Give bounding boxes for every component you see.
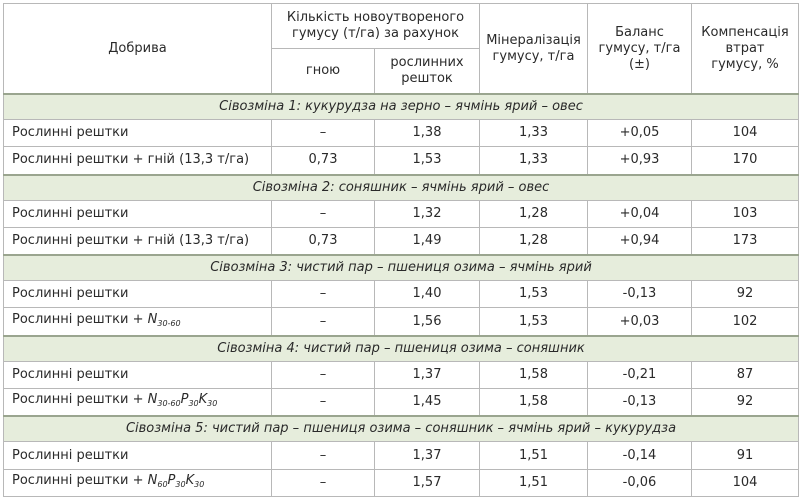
table-row (4, 308, 799, 336)
mineralization-cell: 1,51 (480, 469, 588, 496)
compensation-cell: 103 (692, 200, 799, 227)
manure-humus-cell: 0,73 (272, 147, 375, 175)
table-body (4, 94, 799, 497)
residues-humus-cell: 1,38 (375, 120, 480, 147)
potassium-symbol: K (198, 392, 208, 408)
manure-humus-cell: 0,73 (272, 227, 375, 255)
compensation-cell: 104 (692, 469, 799, 496)
rotation-header-row (4, 94, 799, 120)
balance-cell: +0,04 (588, 200, 692, 227)
manure-humus-cell: – (272, 281, 375, 308)
fertilizer-name-cell (4, 147, 272, 175)
compensation-cell: 87 (692, 361, 799, 388)
rotation-title: Сівозміна 1: кукурудза на зерно – ячмінь ярий – овес (4, 94, 799, 120)
balance-cell: -0,13 (588, 281, 692, 308)
fertilizer-name: Рослинні рештки + гній (13,3 т/га) (12, 152, 250, 168)
rotation-header-row (4, 416, 799, 442)
rotation-header-row (4, 175, 799, 201)
balance-cell: -0,06 (588, 469, 692, 496)
fertilizer-name: Рослинні рештки (12, 447, 129, 463)
rotation-title: Сівозміна 2: соняшник – ячмінь ярий – овес (4, 175, 799, 201)
table-row (4, 389, 799, 417)
table-row (4, 120, 799, 147)
balance-cell: -0,13 (588, 389, 692, 417)
table-row (4, 281, 799, 308)
fertilizer-name-cell (4, 361, 272, 388)
fertilizer-name-cell (4, 308, 272, 336)
header-residues: рослинних решток (375, 49, 480, 95)
balance-cell: +0,05 (588, 120, 692, 147)
fertilizer-name: Рослинні рештки (12, 205, 129, 221)
potassium-rate: 30 (207, 399, 218, 409)
header-fertilizer: Добрива (4, 4, 272, 95)
residues-humus-cell: 1,37 (375, 442, 480, 469)
manure-humus-cell: – (272, 389, 375, 417)
nitrogen-symbol: N (147, 472, 158, 488)
residues-humus-cell: 1,56 (375, 308, 480, 336)
manure-humus-cell: – (272, 442, 375, 469)
phosphorus-rate: 30 (188, 399, 199, 409)
header-mineralization: Мінералізація гумусу, т/га (480, 4, 588, 95)
nitrogen-symbol: N (147, 392, 158, 408)
fertilizer-name: Рослинні рештки + (12, 392, 148, 408)
fertilizer-name: Рослинні рештки (12, 125, 129, 141)
fertilizer-name: Рослинні рештки (12, 286, 129, 302)
table-row (4, 200, 799, 227)
residues-humus-cell: 1,57 (375, 469, 480, 496)
mineralization-cell: 1,58 (480, 361, 588, 388)
mineralization-cell: 1,53 (480, 281, 588, 308)
header-manure: гною (272, 49, 375, 95)
table-header (4, 4, 799, 95)
fertilizer-name-cell (4, 227, 272, 255)
balance-cell: +0,93 (588, 147, 692, 175)
mineralization-cell: 1,33 (480, 120, 588, 147)
potassium-rate: 30 (194, 479, 205, 489)
nitrogen-rate: 30-60 (157, 399, 181, 409)
fertilizer-name: Рослинні рештки + (12, 472, 148, 488)
mineralization-cell: 1,33 (480, 147, 588, 175)
fertilizer-name-cell (4, 281, 272, 308)
rotation-title: Сівозміна 3: чистий пар – пшениця озима – ячмінь ярий (4, 255, 799, 281)
header-balance: Баланс гумусу, т/га (±) (588, 4, 692, 95)
phosphorus-symbol: P (167, 472, 176, 488)
fertilizer-name-cell (4, 200, 272, 227)
header-compensation: Компенсація втрат гумусу, % (692, 4, 799, 95)
balance-cell: +0,03 (588, 308, 692, 336)
phosphorus-rate: 30 (175, 479, 186, 489)
table-row (4, 442, 799, 469)
humus-balance-table (3, 3, 799, 497)
fertilizer-name-cell (4, 389, 272, 417)
compensation-cell: 104 (692, 120, 799, 147)
fertilizer-name-cell (4, 469, 272, 496)
mineralization-cell: 1,51 (480, 442, 588, 469)
mineralization-cell: 1,53 (480, 308, 588, 336)
residues-humus-cell: 1,40 (375, 281, 480, 308)
mineralization-cell: 1,28 (480, 200, 588, 227)
compensation-cell: 102 (692, 308, 799, 336)
balance-cell: -0,21 (588, 361, 692, 388)
residues-humus-cell: 1,37 (375, 361, 480, 388)
residues-humus-cell: 1,32 (375, 200, 480, 227)
fertilizer-name: Рослинні рештки (12, 366, 129, 382)
balance-cell: +0,94 (588, 227, 692, 255)
compensation-cell: 170 (692, 147, 799, 175)
potassium-symbol: K (185, 472, 195, 488)
phosphorus-symbol: P (180, 392, 189, 408)
compensation-cell: 92 (692, 281, 799, 308)
table-row (4, 469, 799, 496)
table-row (4, 227, 799, 255)
nitrogen-rate: 60 (157, 479, 168, 489)
table-row (4, 147, 799, 175)
manure-humus-cell: – (272, 120, 375, 147)
rotation-title: Сівозміна 4: чистий пар – пшениця озима – соняшник (4, 336, 799, 362)
nitrogen-symbol: N (147, 311, 158, 327)
table-row (4, 361, 799, 388)
compensation-cell: 91 (692, 442, 799, 469)
residues-humus-cell: 1,45 (375, 389, 480, 417)
fertilizer-name-cell (4, 442, 272, 469)
nitrogen-rate: 30-60 (157, 318, 181, 328)
mineralization-cell: 1,28 (480, 227, 588, 255)
compensation-cell: 92 (692, 389, 799, 417)
fertilizer-name: Рослинні рештки + гній (13,3 т/га) (12, 233, 250, 249)
manure-humus-cell: – (272, 469, 375, 496)
rotation-header-row (4, 255, 799, 281)
residues-humus-cell: 1,49 (375, 227, 480, 255)
residues-humus-cell: 1,53 (375, 147, 480, 175)
compensation-cell: 173 (692, 227, 799, 255)
manure-humus-cell: – (272, 308, 375, 336)
fertilizer-name-cell (4, 120, 272, 147)
rotation-header-row (4, 336, 799, 362)
balance-cell: -0,14 (588, 442, 692, 469)
fertilizer-name: Рослинні рештки + (12, 311, 148, 327)
manure-humus-cell: – (272, 361, 375, 388)
mineralization-cell: 1,58 (480, 389, 588, 417)
rotation-title: Сівозміна 5: чистий пар – пшениця озима – соняшник – ячмінь ярий – кукурудза (4, 416, 799, 442)
header-new-humus: Кількість новоутвореного гумусу (т/га) за рахунок (272, 4, 480, 49)
manure-humus-cell: – (272, 200, 375, 227)
